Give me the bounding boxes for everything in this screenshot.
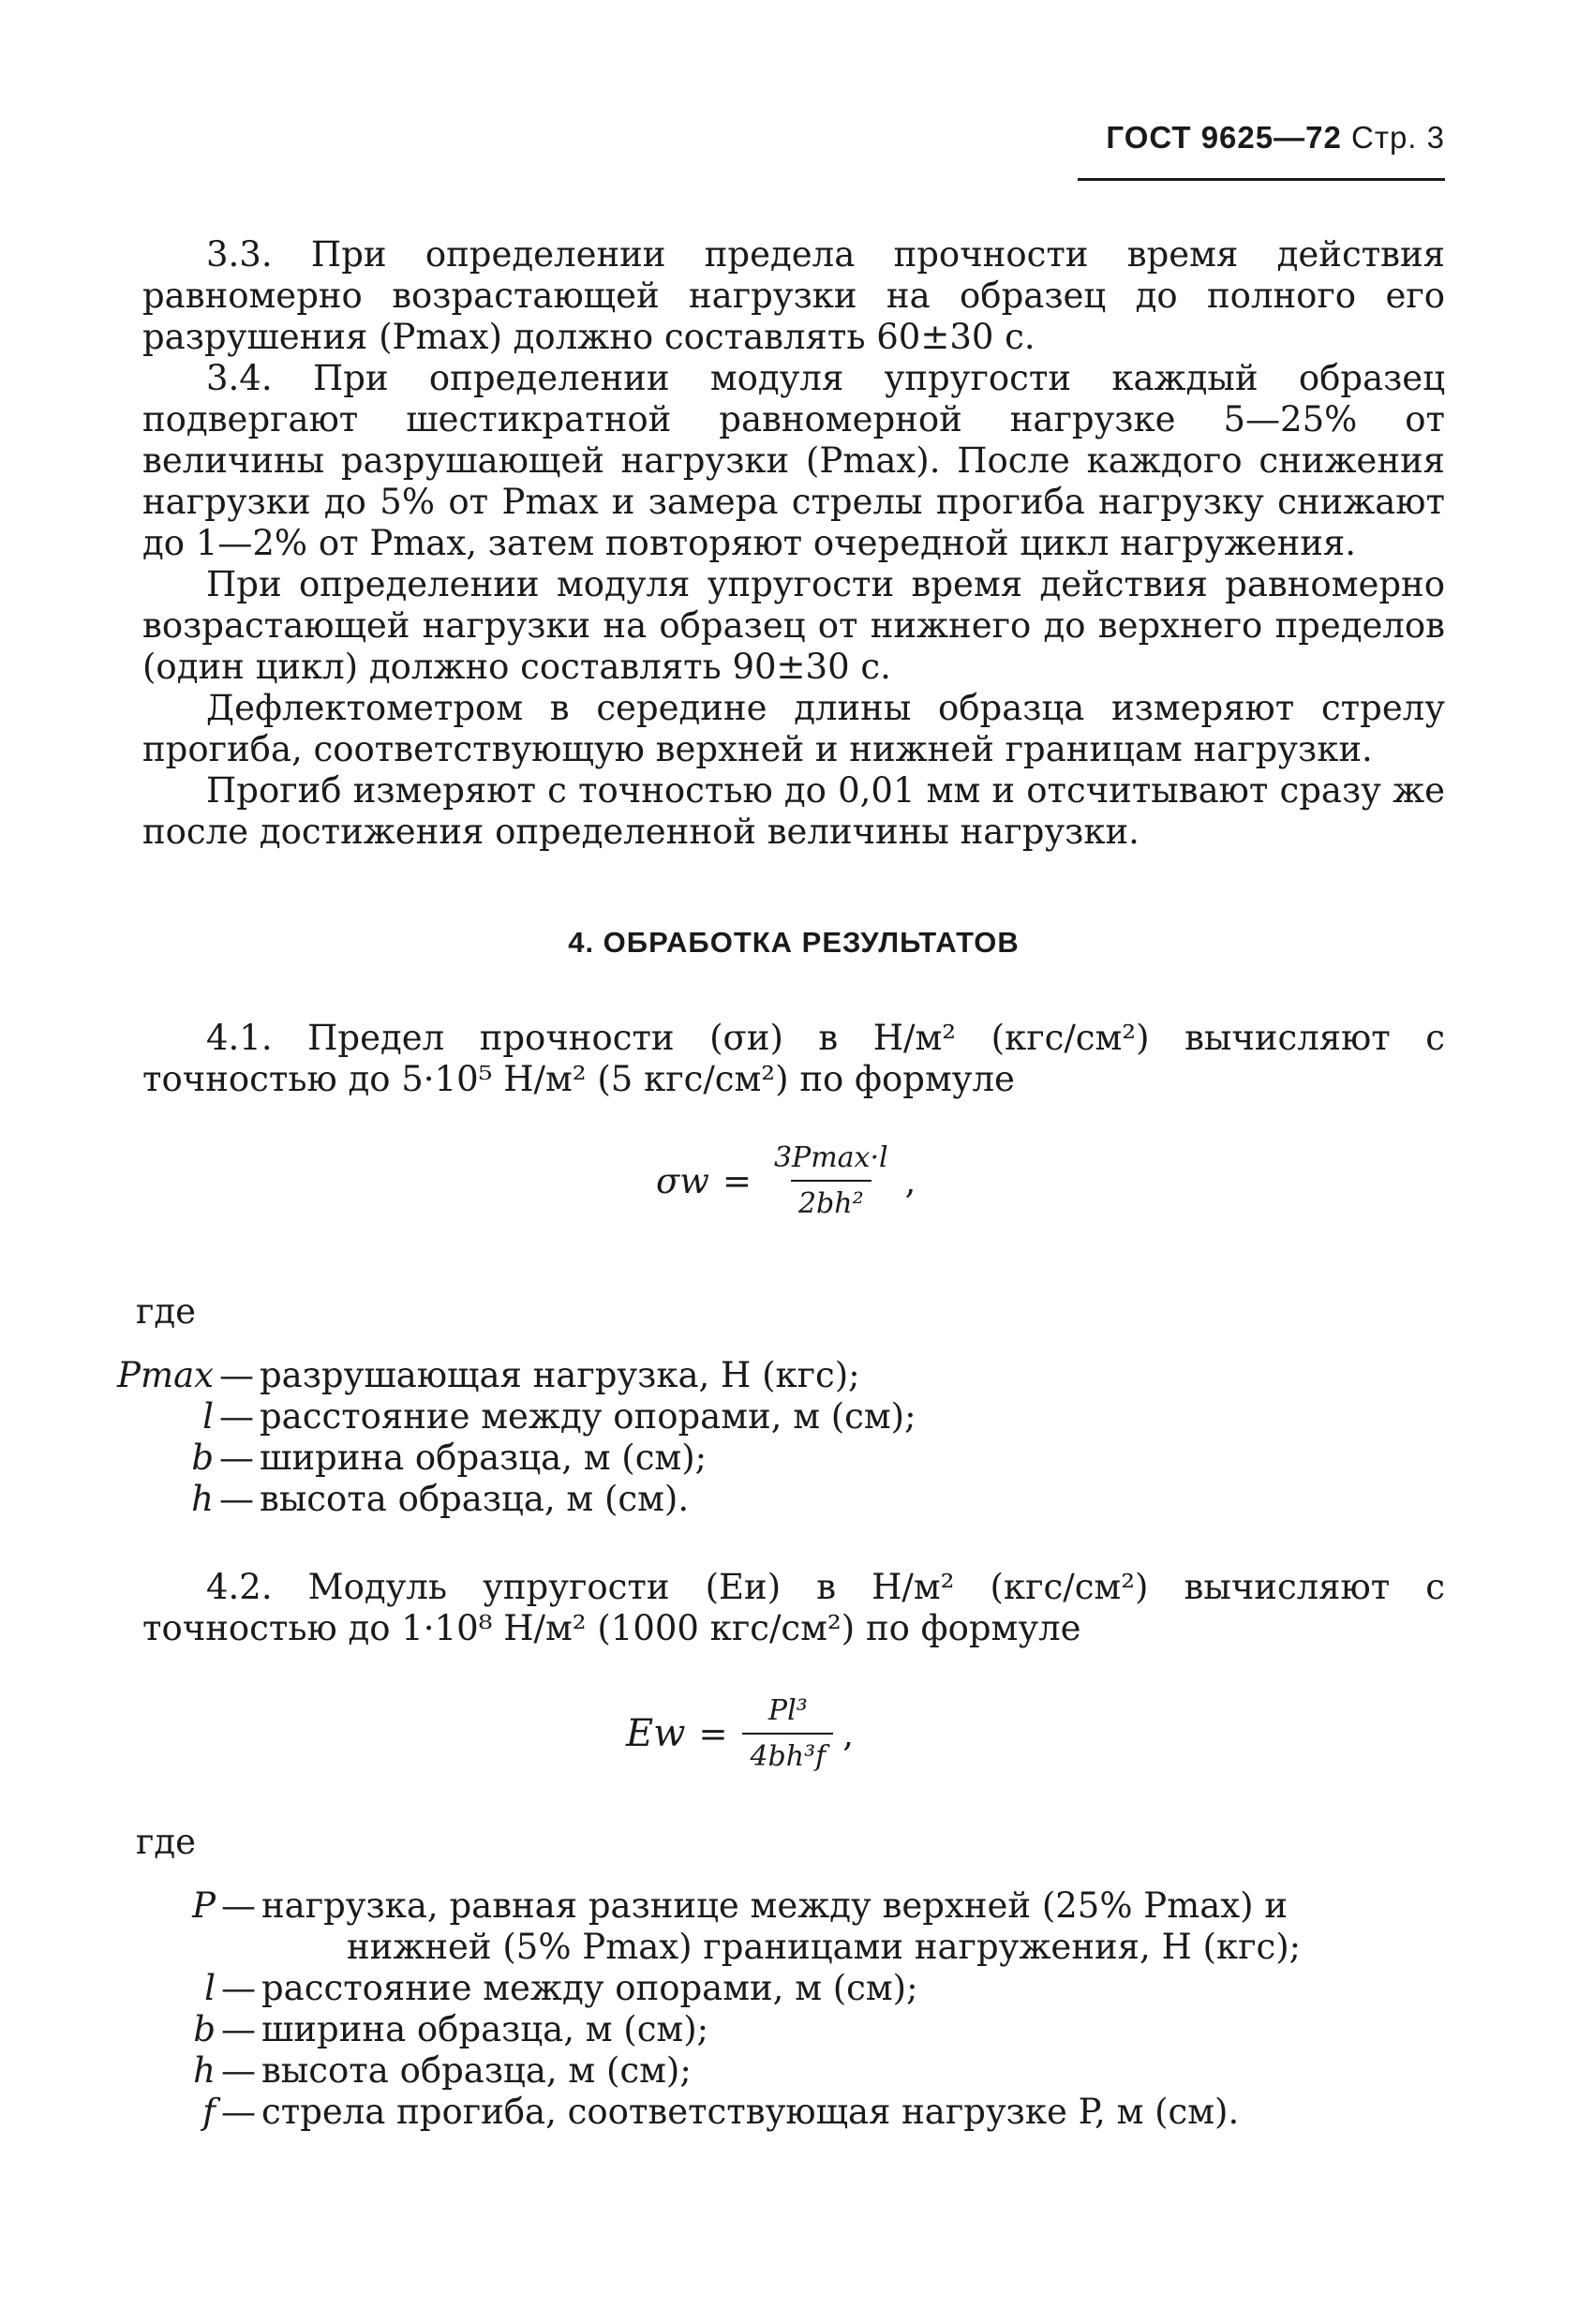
definitions-modulus [178, 1885, 1301, 2133]
paragraph-3-3: 3.3. При определении предела прочности время действия равномерно возрастающей нагрузки на образец до полного его разрушения (Pmax) должно составлять 60±30 с. [142, 234, 1445, 357]
definition-row [103, 1396, 916, 1438]
header-rule [1078, 178, 1445, 181]
paragraph-4-1-block [142, 1018, 1445, 1100]
definition-text-continuation: нижней (5% Pmax) границами нагружения, Н (кгс); [347, 1927, 1302, 1967]
definition-symbol: l [202, 1396, 214, 1437]
formula-modulus-fraction [742, 1694, 833, 1773]
formula-strength-trail: , [904, 1160, 916, 1201]
definition-dash: — [219, 1479, 254, 1519]
paragraph-4-1: 4.1. Предел прочности (σи) в Н/м² (кгс/см²) вычисляют с точностью до 5·10⁵ Н/м² (5 кгс/см²) по формуле [142, 1018, 1445, 1099]
doc-code: ГОСТ 9625—72 [1106, 120, 1342, 155]
definition-dash: — [221, 2092, 256, 2132]
definition-text: ширина образца, м (см); [260, 1438, 708, 1478]
definition-row [178, 1885, 1301, 1927]
definition-symbol: h [193, 2050, 216, 2091]
definition-text: разрушающая нагрузка, Н (кгс); [260, 1355, 860, 1395]
paragraph-3-4-deflection: Прогиб измеряют с точностью до 0,01 мм и отсчитывают сразу же после достижения определенной величины нагрузки. [142, 770, 1445, 852]
definition-text: высота образца, м (см); [261, 2050, 692, 2091]
definition-text: высота образца, м (см). [260, 1479, 690, 1519]
definition-row [178, 2050, 1301, 2092]
definitions-strength [103, 1355, 916, 1520]
where-label-1: где [136, 1291, 197, 1332]
definition-symbol: b [191, 1438, 214, 1478]
definition-dash: — [221, 2050, 256, 2091]
definition-dash: — [221, 1885, 256, 1926]
definition-text: расстояние между опорами, м (см); [260, 1396, 916, 1437]
definition-symbol: h [191, 1479, 214, 1519]
definition-row [178, 1968, 1301, 2009]
definition-symbol: P [192, 1885, 216, 1926]
definition-row [178, 2009, 1301, 2050]
definition-row [103, 1438, 916, 1479]
definition-symbol: f [202, 2092, 216, 2132]
definition-dash: — [219, 1396, 254, 1437]
paragraph-4-2: 4.2. Модуль упругости (Eи) в Н/м² (кгс/см²) вычисляют с точностью до 1·10⁸ Н/м² (1000 кгс/см²) по формуле [142, 1567, 1445, 1648]
paragraph-3-4: 3.4. При определении модуля упругости каждый образец подвергают шестикратной равномерной нагрузке 5—25% от величины разрушающей нагрузки (Pmax). После каждого снижения нагрузки до 5% от Pmax и замера стрелы прогиба нагрузку снижают до 1—2% от Pmax, затем повторяют очередной цикл нагружения. [142, 358, 1445, 563]
formula-strength [656, 1141, 916, 1220]
formula-strength-lhs: σw [656, 1160, 709, 1201]
formula-strength-denominator: 2bh² [791, 1180, 871, 1220]
definition-dash: — [221, 1968, 256, 2008]
definition-dash: — [219, 1438, 254, 1478]
definition-text: нагрузка, равная разнице между верхней (25% Pmax) и [261, 1885, 1289, 1926]
page-header [1078, 120, 1445, 156]
definition-symbol: b [193, 2009, 216, 2049]
page-number: Стр. 3 [1351, 120, 1445, 155]
section-4-title: 4. ОБРАБОТКА РЕЗУЛЬТАТОВ [568, 926, 1020, 959]
formula-modulus-lhs: Ew [626, 1712, 686, 1755]
where-label-2: где [136, 1822, 197, 1862]
definition-text: ширина образца, м (см); [261, 2009, 709, 2049]
definition-text: стрела прогиба, соответствующая нагрузке P, м (см). [261, 2092, 1240, 2132]
paragraph-4-2-block [142, 1567, 1445, 1649]
formula-strength-numerator: 3Pmax·l [773, 1141, 888, 1174]
formula-modulus-eq: = [698, 1713, 728, 1754]
definition-row [103, 1355, 916, 1396]
formula-strength-fraction [767, 1141, 896, 1220]
formula-modulus-numerator: Pl³ [767, 1694, 808, 1727]
paragraph-3-4-cycle: При определении модуля упругости время действия равномерно возрастающей нагрузки на образец от нижнего до верхнего пределов (один цикл) должно составлять 90±30 с. [142, 564, 1445, 687]
definition-dash: — [219, 1355, 254, 1395]
section-3-text [142, 234, 1445, 853]
paragraph-3-4-deflectometer: Дефлектометром в середине длины образца измеряют стрелу прогиба, соответствующую верхней и нижней границам нагрузки. [142, 688, 1445, 769]
definition-symbol: Pmax [117, 1355, 214, 1395]
formula-strength-eq: = [722, 1160, 752, 1201]
definition-row [178, 2092, 1301, 2133]
formula-modulus-denominator: 4bh³f [742, 1733, 833, 1773]
formula-modulus [626, 1694, 854, 1773]
definition-text: расстояние между опорами, м (см); [261, 1968, 918, 2008]
formula-modulus-trail: , [842, 1713, 854, 1754]
definition-symbol: l [204, 1968, 216, 2008]
definition-row [103, 1479, 916, 1520]
definition-dash: — [221, 2009, 256, 2049]
definition-row-continuation [178, 1927, 1301, 1968]
